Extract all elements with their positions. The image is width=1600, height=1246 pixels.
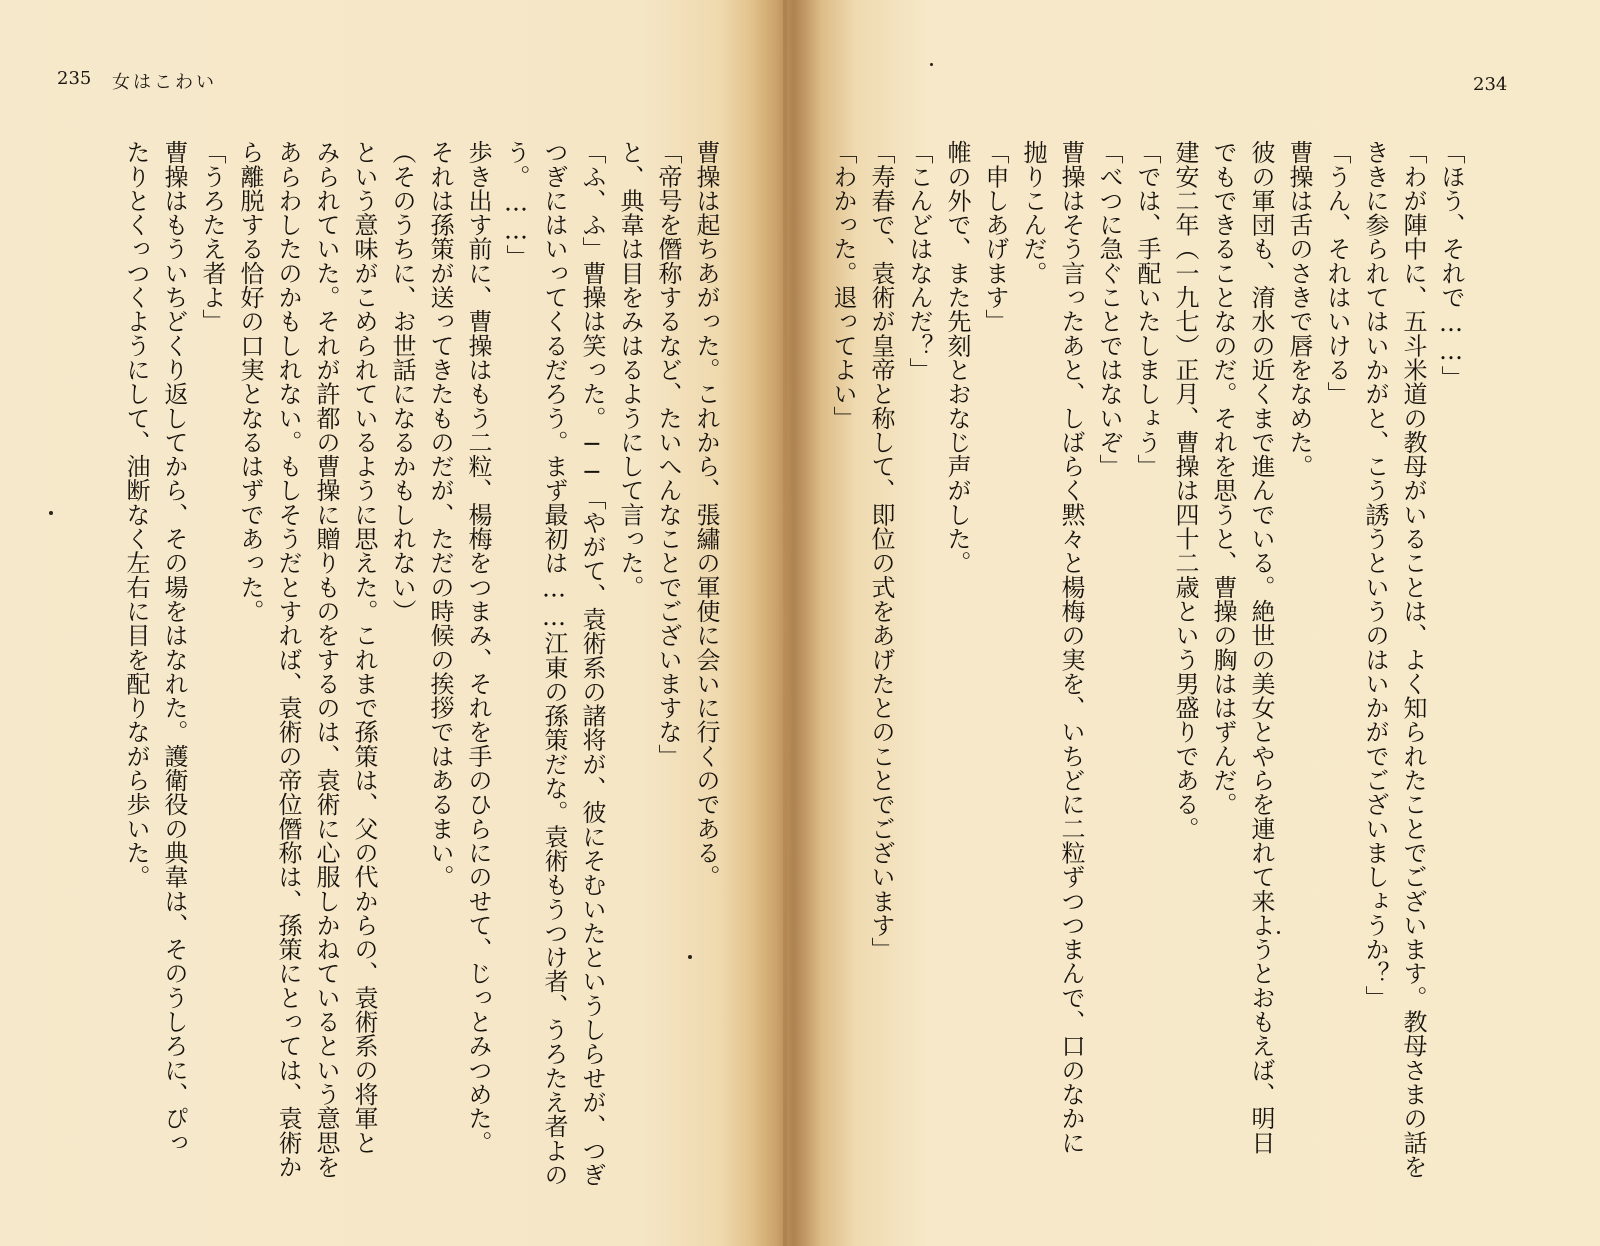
text-line: 「寿春で、袁術が皇帝と称して、即位の式をあげたとのことでございます」 [867, 140, 895, 962]
text-line: ききに参られてはいかがと、こう誘うというのはいかがでございましょうか？」 [1361, 140, 1389, 1010]
paper-speck [49, 511, 53, 515]
text-line: 帷の外で、また先刻とおなじ声がした。 [943, 140, 971, 575]
left-page-number: 235 [57, 68, 92, 89]
text-line: 「べつに急ぐことではないぞ」 [1095, 140, 1123, 479]
text-line: 抛りこんだ。 [1019, 140, 1047, 285]
right-page-number: 234 [1473, 74, 1508, 95]
text-line: あらわしたのかもしれない。もしそうだとすれば、袁術の帝位僭称は、孫策にとっては、袁術か [274, 140, 302, 1179]
text-line: 曹操は舌のさきで唇をなめた。 [1285, 140, 1313, 479]
text-line: 「帝号を僭称するなど、たいへんなことでございますな」 [654, 140, 682, 768]
paper-speck [930, 63, 933, 66]
text-line: 歩き出す前に、曹操はもう二粒、楊梅をつまみ、それを手のひらにのせて、じっとみつめた。 [464, 140, 492, 1155]
text-line: 「ほう、それで……」 [1437, 140, 1465, 390]
paper-speck [1277, 931, 1280, 934]
text-line: 「ふ、ふ」曹操は笑った。──「やがて、袁術系の諸将が、彼にそむいたというしらせが、つぎ [578, 140, 606, 1187]
text-line: 建安二年（一九七）正月、曹操は四十二歳という男盛りである。 [1171, 140, 1199, 841]
text-line: 「申しあげます」 [981, 140, 1009, 334]
text-line: う。……」 [502, 140, 530, 269]
text-line: 「うろたえ者よ」 [198, 140, 226, 334]
text-line: という意味がこめられているように思えた。これまで孫策は、父の代からの、袁術系の将軍と [350, 140, 378, 1155]
text-line: 曹操は起ちあがった。これから、張繡の軍使に会いに行くのである。 [692, 140, 720, 889]
text-line: 彼の軍団も、淯水の近くまで進んでいる。絶世の美女とやらを連れて来ようとおもえば、明日 [1247, 140, 1275, 1155]
text-line: つぎにはいってくるだろう。まず最初は……江東の孫策だな。袁術もうつけ者、うろたえ者よの [540, 140, 568, 1187]
text-line: 「では、手配いたしましょう」 [1133, 140, 1161, 479]
text-line: 「こんどはなんだ？」 [905, 140, 933, 382]
text-line: でもできることなのだ。それを思うと、曹操の胸ははずんだ。 [1209, 140, 1237, 817]
text-line: 曹操はもういちどくり返してから、その場をはなれた。護衛役の典韋は、そのうしろに、ぴっ [160, 140, 188, 1155]
text-line: 「うん、それはいける」 [1323, 140, 1351, 406]
text-line: 「わが陣中に、五斗米道の教母がいることは、よく知られたことでございます。教母さまの話を [1399, 140, 1427, 1179]
text-line: みられていた。それが許都の曹操に贈りものをするのは、袁術に心服しかねているという意思を [312, 140, 340, 1179]
text-line: （そのうちに、お世話になるかもしれない） [388, 140, 416, 623]
running-head: 女はこわい [112, 72, 217, 93]
book-gutter [783, 0, 787, 1246]
text-line: 曹操はそう言ったあと、しばらく黙々と楊梅の実を、いちどに二粒ずつつまんで、口のなかに [1057, 140, 1085, 1155]
paper-speck [688, 955, 692, 959]
right-page-text [829, 140, 1470, 1190]
text-line: 「わかった。退ってよい」 [829, 140, 857, 430]
left-page-text [95, 140, 725, 1190]
text-line: それは孫策が送ってきたものだが、ただの時候の挨拶ではあるまい。 [426, 140, 454, 889]
text-line: ら離脱する恰好の口実となるはずであった。 [236, 140, 264, 623]
text-line: たりとくっつくようにして、油断なく左右に目を配りながら歩いた。 [122, 140, 150, 889]
text-line: と、典韋は目をみはるようにして言った。 [616, 140, 644, 599]
